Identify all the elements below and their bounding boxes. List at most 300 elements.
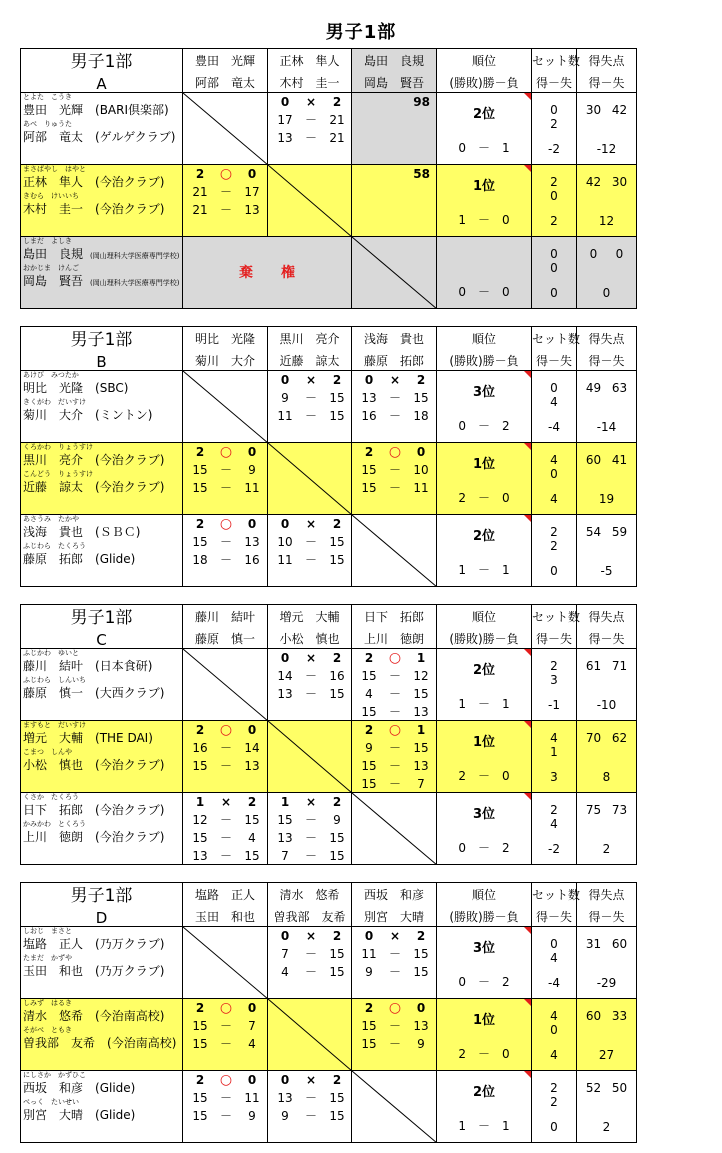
rank-header [437, 605, 532, 649]
column-header-name: 藤川 結叶 [194, 610, 255, 624]
game-dash: － [219, 1109, 232, 1123]
sets-cell [532, 93, 577, 165]
game-score [183, 551, 267, 569]
game-score [183, 479, 267, 497]
match-score-cell [268, 1071, 352, 1143]
wins: 0 [458, 975, 466, 989]
game-dash: － [219, 741, 232, 755]
sets-against: 2 [550, 539, 558, 553]
points-totals [577, 659, 636, 673]
sets-against: 4 [550, 395, 558, 409]
player-club: (大西クラブ) [83, 686, 165, 700]
points-difference: -14 [596, 420, 617, 434]
points-difference: -12 [596, 142, 617, 156]
win-loss [437, 139, 531, 156]
game-dash: － [304, 391, 317, 405]
loss-mark: × [389, 373, 401, 387]
column-header-name: 別宮 大晴 [363, 910, 424, 924]
sets-cell [532, 515, 577, 587]
sets-difference: 0 [550, 1120, 558, 1134]
game-score [268, 407, 351, 425]
player-name-line [21, 1035, 182, 1053]
column-header-name: 藤原 拓郎 [363, 354, 424, 368]
game-points-against: 13 [413, 759, 429, 773]
player-pair [21, 515, 183, 587]
match-note-cell [352, 165, 437, 237]
player-pair [21, 1071, 183, 1143]
diagonal-cell [268, 443, 352, 515]
sets-lost: 1 [416, 723, 426, 737]
rank-position: 3位 [472, 385, 496, 400]
points-for: 60 [585, 453, 602, 467]
game-points-against: 13 [244, 759, 260, 773]
points-cell [577, 237, 637, 309]
sets-lost: 0 [247, 167, 257, 181]
points-for: 75 [585, 803, 602, 817]
player-club: (乃万クラブ) [83, 964, 165, 978]
sets-header-line: 得－失 [535, 354, 572, 368]
diagonal-line [183, 93, 268, 165]
rank-header [437, 327, 532, 371]
losses: 0 [502, 285, 510, 299]
loss-mark: × [305, 651, 317, 665]
diagonal-cell [352, 515, 437, 587]
points-cell [577, 721, 637, 793]
points-difference: -10 [596, 698, 617, 712]
sets-won: 2 [364, 445, 374, 459]
rank-cell [437, 515, 532, 587]
win-loss [437, 417, 531, 434]
game-score [183, 461, 267, 479]
game-points-for: 15 [192, 481, 208, 495]
game-points-for: 11 [361, 947, 377, 961]
sets-totals [532, 803, 576, 831]
game-points-against: 7 [248, 1019, 256, 1033]
points-header-line: 得－失 [588, 354, 625, 368]
game-points-for: 9 [365, 965, 373, 979]
player-furigana: こまつ しんや [23, 748, 72, 756]
game-score [352, 945, 436, 963]
losses: 0 [502, 491, 510, 505]
forfeit-label: 棄 権 [183, 237, 352, 309]
sets-won: 2 [195, 723, 205, 737]
game-score [183, 1035, 267, 1053]
player-furigana: とよた こうき [23, 93, 72, 101]
comment-marker [524, 515, 531, 522]
game-points-against: 15 [413, 741, 429, 755]
points-for: 54 [585, 525, 602, 539]
sets-difference: -4 [548, 420, 560, 434]
player-pair [21, 443, 183, 515]
diagonal-line [183, 649, 268, 721]
sets-against: 3 [550, 673, 558, 687]
player-furigana: ふじわら たくろう [23, 542, 86, 550]
sets-difference: -2 [548, 842, 560, 856]
player-name-line [21, 1008, 182, 1026]
game-points-against: 16 [244, 553, 260, 567]
sets-lost: 2 [332, 1073, 342, 1087]
player-name: 藤原 慎一 [23, 686, 84, 700]
sets-lost: 2 [247, 795, 257, 809]
player-furigana: きむら けいいち [23, 192, 79, 200]
diagonal-line [183, 927, 268, 999]
game-points-for: 13 [192, 849, 208, 863]
diagonal-cell [352, 1071, 437, 1143]
column-header-pair [268, 883, 352, 927]
player-furigana: あけび みつたか [23, 371, 79, 379]
points-for: 42 [585, 175, 602, 189]
game-points-against: 9 [333, 813, 341, 827]
wins: 1 [458, 697, 466, 711]
points-for: 30 [585, 103, 602, 117]
loss-mark: × [220, 795, 232, 809]
group-table-a [20, 48, 637, 309]
player-name: 小松 慎也 [23, 758, 84, 772]
rank-header-line: 順位 [471, 888, 496, 902]
game-points-for: 15 [192, 1091, 208, 1105]
diagonal-cell [268, 721, 352, 793]
points-difference: 27 [598, 1048, 615, 1062]
points-header [577, 605, 637, 649]
sets-for: 4 [550, 1009, 558, 1023]
sets-for: 2 [550, 1081, 558, 1095]
player-name-line [21, 802, 182, 820]
game-dash: － [304, 409, 317, 423]
points-header-line: 得－失 [588, 76, 625, 90]
game-points-against: 9 [248, 1109, 256, 1123]
points-difference: 2 [602, 842, 611, 856]
game-points-for: 15 [361, 705, 377, 719]
game-points-against: 15 [329, 947, 345, 961]
points-header [577, 327, 637, 371]
points-for: 60 [585, 1009, 602, 1023]
sets-for: 0 [550, 937, 558, 951]
game-points-for: 15 [361, 1019, 377, 1033]
points-cell [577, 649, 637, 721]
game-points-against: 15 [329, 391, 345, 405]
sets-header-line: 得－失 [535, 632, 572, 646]
player-furigana: こんどう りょうすけ [23, 470, 93, 478]
game-points-against: 10 [413, 463, 429, 477]
group-header [21, 883, 183, 927]
losses: 1 [502, 1119, 510, 1133]
diagonal-line [268, 443, 352, 515]
player-furigana: くろかわ りょうすけ [23, 443, 93, 451]
game-points-for: 16 [192, 741, 208, 755]
points-difference: -5 [600, 564, 613, 578]
points-difference: 12 [598, 214, 615, 228]
game-points-for: 13 [277, 831, 293, 845]
comment-marker [524, 443, 531, 450]
sets-header-line: セット数 [532, 610, 581, 624]
rank-header [437, 883, 532, 927]
game-score [352, 703, 436, 721]
match-result [183, 515, 267, 533]
game-points-against: 15 [413, 965, 429, 979]
sets-lost: 1 [416, 651, 426, 665]
rank-position: 1位 [472, 179, 496, 194]
group-label: 男子1部 [70, 330, 133, 350]
losses: 0 [502, 769, 510, 783]
column-header-pair [352, 883, 437, 927]
game-points-for: 10 [277, 535, 293, 549]
player-furigana: しみず はるき [23, 999, 72, 1007]
game-score [183, 757, 267, 775]
game-points-against: 4 [248, 1037, 256, 1051]
win-loss [437, 1117, 531, 1134]
points-totals [577, 731, 636, 745]
sets-lost: 0 [247, 517, 257, 531]
sets-totals [532, 247, 576, 275]
win-loss-dash: － [465, 491, 502, 505]
diagonal-cell [183, 371, 268, 443]
game-points-against: 11 [244, 1091, 260, 1105]
rank-cell [437, 93, 532, 165]
column-header-name: 明比 光隆 [194, 332, 255, 346]
column-header-name: 小松 慎也 [279, 632, 340, 646]
column-header-pair [183, 49, 268, 93]
match-score-cell [183, 793, 268, 865]
game-score [268, 1089, 351, 1107]
sets-header [532, 883, 581, 927]
group-letter: D [95, 909, 108, 927]
game-points-for: 15 [361, 463, 377, 477]
rank-position: 3位 [472, 807, 496, 822]
points-header-line: 得－失 [588, 910, 625, 924]
sets-won: 2 [195, 167, 205, 181]
game-points-against: 11 [413, 481, 429, 495]
match-result [352, 999, 436, 1017]
comment-marker [524, 371, 531, 378]
points-cell [577, 793, 637, 865]
sets-for: 2 [550, 803, 558, 817]
points-totals [577, 453, 636, 467]
match-result [352, 721, 436, 739]
player-name-line [21, 407, 182, 425]
game-points-for: 15 [361, 481, 377, 495]
player-name-line [21, 380, 182, 398]
player-name-line [21, 479, 182, 497]
sets-lost: 0 [247, 723, 257, 737]
game-points-for: 15 [361, 1037, 377, 1051]
match-result [268, 793, 351, 811]
sets-lost: 0 [416, 1001, 426, 1015]
points-against: 42 [611, 103, 628, 117]
player-furigana: ふじわら しんいち [23, 676, 86, 684]
rank-header-line: (勝敗)勝－負 [449, 632, 519, 646]
player-furigana: たまだ かずや [23, 954, 72, 962]
player-club: (今治クラブ) [83, 453, 165, 467]
game-points-against: 13 [244, 203, 260, 217]
column-header-name: 近藤 諒太 [279, 354, 340, 368]
game-dash: － [219, 849, 232, 863]
game-score [352, 963, 436, 981]
player-club: (Glide) [83, 552, 136, 566]
column-header-name: 清水 悠希 [279, 888, 340, 902]
sets-won: 1 [280, 795, 290, 809]
points-difference: 2 [602, 1120, 611, 1134]
player-name-line [21, 246, 182, 264]
game-dash: － [219, 463, 232, 477]
points-cell [577, 1071, 637, 1143]
rank-cell [437, 793, 532, 865]
diagonal-line [352, 237, 437, 309]
player-name-line [21, 757, 182, 775]
group-header [21, 605, 183, 649]
points-for: 49 [585, 381, 602, 395]
player-name-line [21, 829, 182, 847]
game-points-against: 15 [329, 535, 345, 549]
sets-won: 0 [364, 929, 374, 943]
points-totals [577, 1081, 636, 1095]
points-totals [577, 381, 636, 395]
points-against: 73 [611, 803, 628, 817]
points-totals [577, 937, 636, 951]
points-header-line: 得失点 [588, 888, 625, 902]
group-letter: C [96, 631, 107, 649]
player-pair [21, 999, 183, 1071]
game-dash: － [219, 831, 232, 845]
sets-won: 2 [195, 517, 205, 531]
points-against: 59 [611, 525, 628, 539]
sets-totals [532, 453, 576, 481]
player-furigana: きくがわ だいすけ [23, 398, 86, 406]
rank-position: 2位 [472, 529, 496, 544]
wins: 2 [458, 769, 466, 783]
sets-totals [532, 937, 576, 965]
game-points-against: 17 [244, 185, 260, 199]
column-header-pair [268, 605, 352, 649]
sets-lost: 2 [332, 651, 342, 665]
group-table-b [20, 326, 637, 587]
column-header-name: 岡島 賢吾 [363, 76, 424, 90]
sets-header [532, 49, 581, 93]
rank-header-line: 順位 [471, 54, 496, 68]
points-cell [577, 515, 637, 587]
match-score-cell [268, 927, 352, 999]
comment-marker [524, 927, 531, 934]
sets-lost: 2 [332, 517, 342, 531]
group-label: 男子1部 [70, 608, 133, 628]
game-points-against: 9 [248, 463, 256, 477]
sets-against: 4 [550, 817, 558, 831]
win-loss [437, 839, 531, 856]
match-score-cell [352, 927, 437, 999]
win-mark: ○ [219, 444, 233, 460]
win-loss-dash: － [465, 769, 502, 783]
player-pair [21, 165, 183, 237]
points-against: 33 [611, 1009, 628, 1023]
comment-marker [524, 165, 531, 172]
player-name-line [21, 452, 182, 470]
diagonal-line [268, 721, 352, 793]
points-against: 63 [611, 381, 628, 395]
game-dash: － [219, 203, 232, 217]
rank-position: 3位 [472, 941, 496, 956]
match-result [268, 515, 351, 533]
player-club: (Glide) [83, 1081, 136, 1095]
sets-header [532, 605, 581, 649]
game-points-against: 12 [413, 669, 429, 683]
match-score-cell [183, 1071, 268, 1143]
win-loss-dash: － [465, 563, 502, 577]
sets-header-line: 得－失 [535, 76, 572, 90]
points-header-line: 得－失 [588, 632, 625, 646]
sets-lost: 0 [247, 1001, 257, 1015]
win-loss-dash: － [465, 213, 502, 227]
sets-won: 2 [195, 445, 205, 459]
game-points-for: 4 [365, 687, 373, 701]
sets-won: 0 [280, 929, 290, 943]
player-name: 阿部 竜太 [23, 130, 84, 144]
game-score [268, 533, 351, 551]
points-header-line: 得失点 [588, 610, 625, 624]
column-header-pair [268, 327, 352, 371]
sets-cell [532, 721, 577, 793]
player-club: (ミントン) [83, 408, 153, 422]
game-dash: － [388, 965, 401, 979]
player-name: 近藤 諒太 [23, 480, 84, 494]
sets-header [532, 327, 581, 371]
player-name: 藤川 結叶 [23, 659, 84, 673]
game-dash: － [304, 1091, 317, 1105]
player-furigana: ふじかわ ゆいと [23, 649, 79, 657]
points-cell [577, 443, 637, 515]
rank-cell [437, 237, 532, 309]
game-score [183, 847, 267, 865]
game-points-for: 15 [192, 1109, 208, 1123]
player-club: (岡山理科大学医療専門学校) [83, 252, 180, 260]
group-label: 男子1部 [70, 886, 133, 906]
sets-totals [532, 381, 576, 409]
group-letter: A [96, 75, 107, 93]
game-points-against: 15 [329, 409, 345, 423]
game-dash: － [388, 391, 401, 405]
sets-against: 2 [550, 1095, 558, 1109]
game-dash: － [388, 777, 401, 791]
points-totals [577, 525, 636, 539]
player-name-line [21, 658, 182, 676]
rank-cell [437, 721, 532, 793]
match-score-cell [268, 793, 352, 865]
sets-lost: 2 [332, 373, 342, 387]
group-table-d [20, 882, 637, 1143]
group-header [21, 327, 183, 371]
game-points-against: 13 [413, 1019, 429, 1033]
match-result [183, 165, 267, 183]
game-score [352, 667, 436, 685]
game-score [183, 829, 267, 847]
game-score [352, 407, 436, 425]
game-score [268, 551, 351, 569]
sets-totals [532, 103, 576, 131]
player-name-line [21, 730, 182, 748]
losses: 0 [502, 213, 510, 227]
match-result [183, 999, 267, 1017]
points-totals [577, 103, 636, 117]
sets-won: 2 [195, 1001, 205, 1015]
player-club: (Glide) [83, 1108, 136, 1122]
column-header-name: 西坂 和彦 [363, 888, 424, 902]
sets-difference: -1 [548, 698, 560, 712]
game-dash: － [388, 481, 401, 495]
player-name: 菊川 大介 [23, 408, 84, 422]
column-header-name: 増元 大輔 [279, 610, 340, 624]
diagonal-line [352, 1071, 437, 1143]
points-for: 0 [589, 247, 598, 261]
win-mark: ○ [388, 444, 402, 460]
game-dash: － [219, 759, 232, 773]
